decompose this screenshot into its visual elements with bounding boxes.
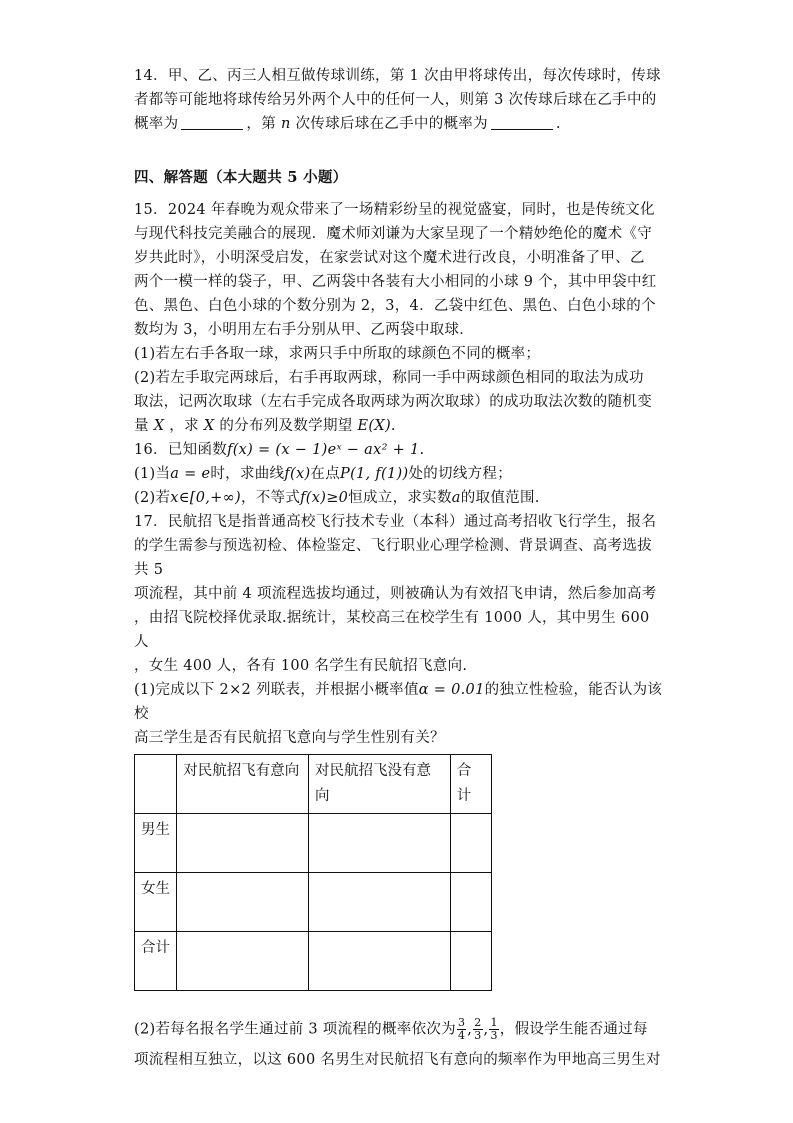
- q15-line: 取法，记两次取球（左右手完成各取两球为两次取球）的成功取法次数的随机变: [134, 394, 652, 410]
- fraction: $\frac{1}{3}$: [490, 1016, 498, 1042]
- table-row: [135, 814, 492, 873]
- q17-line: 项流程，其中前 4 项流程选拔均通过，则被确认为有效招飞申请，然后参加高考: [134, 586, 657, 602]
- q16-line-2: (1)当a = e时，求曲线f(x)在点P(1, f(1))处的切线方程；: [134, 466, 513, 482]
- q17-line: ，女生 400 人，各有 100 名学生有民航招飞意向.: [134, 658, 468, 674]
- question-14: [134, 64, 664, 136]
- table-row: [135, 932, 492, 991]
- table-cell: [450, 932, 491, 991]
- table-cell: [177, 814, 309, 873]
- table-cell: [450, 814, 491, 873]
- expectation-formula: E(X): [357, 418, 391, 434]
- table-cell: [177, 932, 309, 991]
- q15-line-last: 量 X ，求 X 的分布列及数学期望 E(X).: [134, 418, 396, 434]
- function-formula: f(x) = (x − 1)eˣ − ax² + 1: [227, 442, 420, 458]
- table-cell: [308, 873, 450, 932]
- q14-line-1: 14．甲、乙、丙三人相互做传球训练，第 1 次由甲将球传出，每次传球时，传球: [134, 68, 661, 84]
- q14-line-3: 概率为 ，第 n 次传球后球在乙手中的概率为 .: [134, 116, 561, 132]
- q15-line: 岁共此时》，小明深受启发，在家尝试对这个魔术进行改良，小明准备了甲、乙: [134, 250, 645, 266]
- table-cell: [450, 873, 491, 932]
- table-header-row: [135, 755, 492, 814]
- q14-line-2: 者都等可能地将球传给另外两个人中的任何一人，则第 3 次传球后球在乙手中的: [134, 92, 657, 108]
- q17-line: 17．民航招飞是指普通高校飞行技术专业（本科）通过高考招收飞行学生，报名: [134, 514, 657, 530]
- q17-part1-line-2: 高三学生是否有民航招飞意向与学生性别有关？: [134, 730, 445, 746]
- section-heading: 四、解答题（本大题共 5 小题）: [134, 169, 348, 186]
- table-header: 合计: [450, 755, 491, 814]
- q15-line: (2)若左手取完两球后，右手再取两球，称同一手中两球颜色相同的取法为成功: [134, 370, 644, 386]
- q16-line-1: 16．已知函数f(x) = (x − 1)eˣ − ax² + 1.: [134, 442, 425, 458]
- table-row: [135, 873, 492, 932]
- document-page: [134, 64, 664, 1072]
- table-header: 对民航招飞有意向: [177, 755, 309, 814]
- q15-line: 15．2024 年春晚为观众带来了一场精彩纷呈的视觉盛宴，同时，也是传统文化: [134, 202, 655, 218]
- answer-blank-1: [181, 115, 243, 130]
- fraction: $\frac{3}{4}$: [457, 1016, 466, 1042]
- table-header: 对民航招飞没有意向: [308, 755, 450, 814]
- row-label: 女生: [135, 873, 177, 932]
- question-15: [134, 198, 664, 438]
- q17-part1-line-1: (1)完成以下 2×2 列联表，并根据小概率值α = 0.01的独立性检验，能否认为该校: [134, 682, 663, 722]
- row-label: 合计: [135, 932, 177, 991]
- question-17: [134, 510, 664, 1072]
- table-cell: [308, 932, 450, 991]
- q17-part2-line-1: (2)若每名报名学生通过前 3 项流程的概率依次为 $\frac{3}{4}$ , $\frac{2}{3}$ , $\frac{1}{3}$ ，假设学生能否通过每: [134, 1016, 648, 1042]
- q15-line: 数均为 3，小明用左右手分别从甲、乙两袋中取球．: [134, 322, 475, 338]
- q17-line: 的学生需参与预选初检、体检鉴定、飞行职业心理学检测、背景调查、高考选拔共 5: [134, 538, 652, 578]
- q16-line-3: (2)若x∈[0,+∞)，不等式f(x)≥0恒成立，求实数a的取值范围.: [134, 490, 540, 506]
- q15-line: 两个一模一样的袋子，甲、乙两袋中各装有大小相同的小球 9 个，其中甲袋中红: [134, 274, 657, 290]
- q15-line: 与现代科技完美融合的展现．魔术师刘谦为大家呈现了一个精妙绝伦的魔术《守: [134, 226, 652, 242]
- table-cell: [308, 814, 450, 873]
- contingency-table: [134, 754, 492, 991]
- q17-part2-line-2: 项流程相互独立，以这 600 名男生对民航招飞有意向的频率作为甲地高三男生对: [134, 1052, 661, 1068]
- row-label: 男生: [135, 814, 177, 873]
- q15-line: (1)若左右手各取一球，求两只手中所取的球颜色不同的概率；: [134, 346, 541, 362]
- q15-line: 色、黑色、白色小球的个数分别为 2，3，4．乙袋中红色、黑色、白色小球的个: [134, 298, 656, 314]
- table-cell: [177, 873, 309, 932]
- answer-blank-2: [491, 115, 553, 130]
- fraction: $\frac{2}{3}$: [474, 1016, 482, 1042]
- question-16: [134, 438, 664, 510]
- q17-line: ，由招飞院校择优录取.据统计，某校高三在校学生有 1000 人，其中男生 600 人: [134, 610, 650, 650]
- table-cell: [135, 755, 177, 814]
